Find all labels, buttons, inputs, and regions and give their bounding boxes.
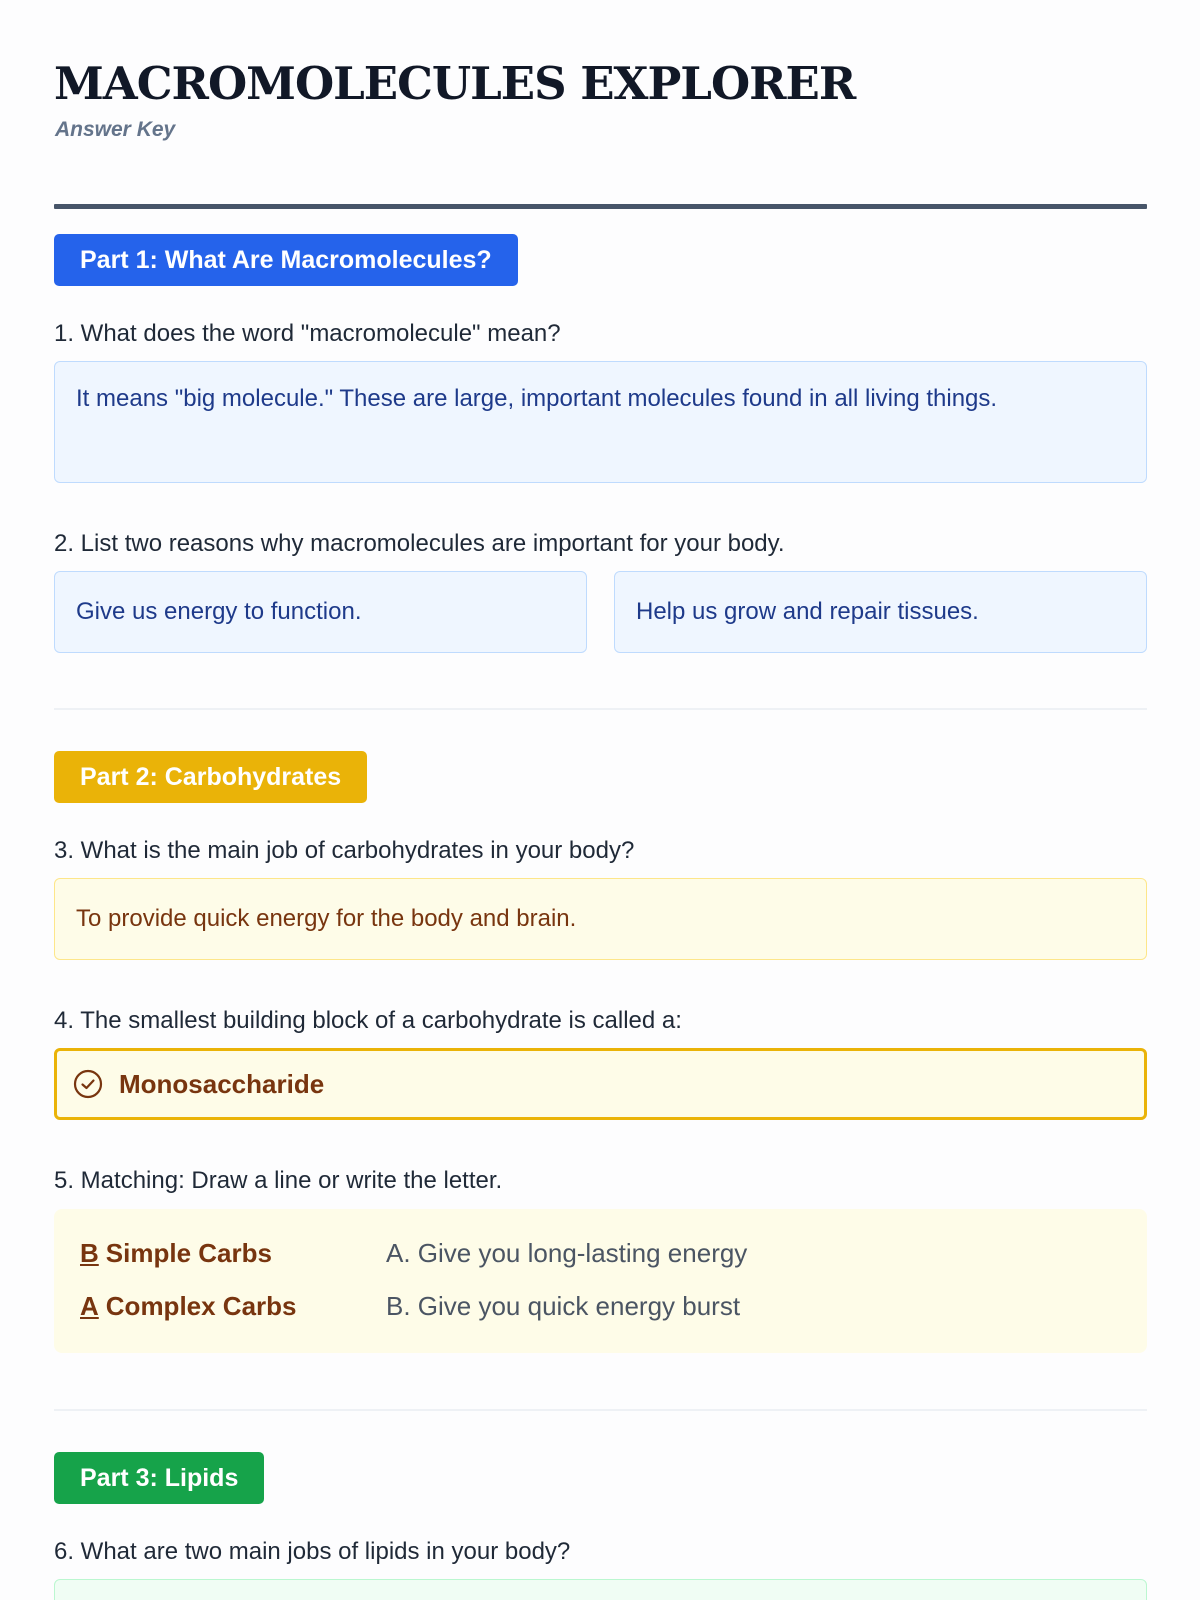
answer-2b-text: Help us grow and repair tissues. xyxy=(636,598,979,625)
matching-row xyxy=(80,1280,1121,1333)
answer-2b-box xyxy=(614,571,1147,653)
matching-term xyxy=(80,1238,386,1269)
answer-4-selected-choice[interactable] xyxy=(54,1048,1147,1120)
answer-1-text: It means "big molecule." These are large, important molecules found in all living things. xyxy=(76,385,998,412)
answer-2a-text: Give us energy to function. xyxy=(76,598,362,625)
matching-row xyxy=(80,1227,1121,1280)
answer-2-row xyxy=(54,571,1147,653)
answer-6-box xyxy=(54,1579,1147,1600)
question-2: 2. List two reasons why macromolecules are important for your body. xyxy=(54,530,785,557)
page-title: MACROMOLECULES EXPLORER xyxy=(54,57,856,110)
matching-box xyxy=(54,1209,1147,1353)
question-4: 4. The smallest building block of a carbohydrate is called a: xyxy=(54,1007,682,1034)
question-5: 5. Matching: Draw a line or write the letter. xyxy=(54,1167,503,1194)
answer-3-box xyxy=(54,878,1147,960)
part-2-badge: Part 2: Carbohydrates xyxy=(54,751,367,803)
matching-answer-letter: B xyxy=(80,1238,99,1268)
answer-3-text: To provide quick energy for the body and brain. xyxy=(76,905,577,932)
page-subtitle: Answer Key xyxy=(55,118,176,141)
question-3: 3. What is the main job of carbohydrates in your body? xyxy=(54,837,635,864)
check-circle-icon xyxy=(73,1069,103,1099)
matching-term xyxy=(80,1291,386,1322)
answer-2a-box xyxy=(54,571,587,653)
section-divider xyxy=(54,1409,1147,1411)
matching-term-label: Complex Carbs xyxy=(105,1291,297,1321)
section-divider xyxy=(54,708,1147,710)
matching-answer-letter: A xyxy=(80,1291,99,1321)
answer-1-box xyxy=(54,361,1147,483)
answer-4-text: Monosaccharide xyxy=(119,1068,325,1099)
matching-term-label: Simple Carbs xyxy=(105,1238,272,1268)
question-6: 6. What are two main jobs of lipids in your body? xyxy=(54,1538,571,1565)
question-1: 1. What does the word "macromolecule" mean? xyxy=(54,320,561,347)
part-3-badge: Part 3: Lipids xyxy=(54,1452,264,1504)
header-divider xyxy=(54,204,1147,209)
part-1-badge: Part 1: What Are Macromolecules? xyxy=(54,234,518,286)
matching-option: A. Give you long-lasting energy xyxy=(386,1238,748,1268)
matching-option: B. Give you quick energy burst xyxy=(386,1291,741,1321)
